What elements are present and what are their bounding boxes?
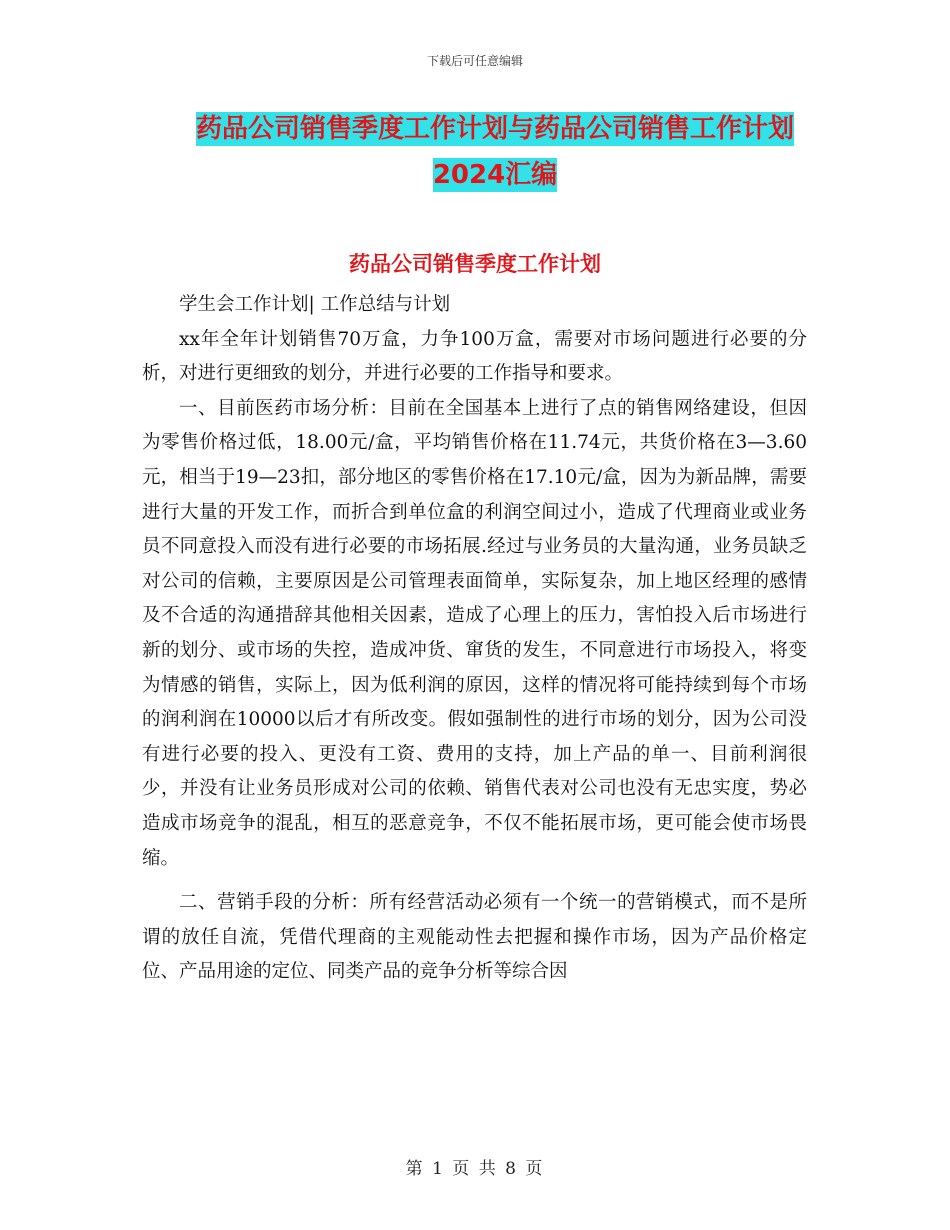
page-footer: 第 1 页 共 8 页 — [405, 1159, 545, 1179]
paragraph-market-analysis: 一、目前医药市场分析：目前在全国基本上进行了点的销售网络建设，但因为零售价格过低，18.00元/盒，平均销售价格在11.74元，共货价格在3—3.60元，相当于19—23扣，部分地区的零售价格在17.10元/盒，因为为新品牌，需要进行大量的开发工作，而折合到单位盒的利润空间过小，造成了代理商业或业务员不同意投入而没有进行必要的市场拓展.经过与业务员的大量沟通，业务员缺乏对公司的信赖，主要原因是公司管理表面简单，实际复杂，加上地区经理的感情及不合适的沟通措辞其他相关因素，造成了心理上的压力，害怕投入后市场进行新的划分、或市场的失控，造成冲货、窜货的发生，不同意进行市场投入，将变为情感的销售，实际上，因为低利润的原因，这样的情况将可能持续到每个市场的润利润在10000以后才有所改变。假如强制性的进行市场的划分，因为公司没有进行必要的投入、更没有工资、费用的支持，加上产品的单一、目前利润很少，并没有让业务员形成对公司的依赖、销售代表对公司也没有无忠实度，势必造成市场竞争的混乱，相互的恶意竞争，不仅不能拓展市场，更可能会使市场畏缩。 — [142, 397, 807, 869]
document-title — [140, 106, 850, 198]
paragraph-marketing-analysis: 二、营销手段的分析：所有经营活动必须有一个统一的营销模式，而不是所谓的放任自流，凭借代理商的主观能动性去把握和操作市场，因为产品价格定位、产品用途的定位、同类产品的竞争分析等综合因 — [142, 892, 807, 983]
body-text — [142, 288, 807, 990]
header-note: 下载后可任意编辑 — [426, 54, 523, 68]
document-title-line1: 药品公司销售季度工作计划与药品公司销售工作计划 — [195, 114, 794, 144]
section-title: 药品公司销售季度工作计划 — [349, 252, 601, 276]
paragraph-intro: xx年全年计划销售70万盒，力争100万盒，需要对市场问题进行必要的分析，对进行更细致的划分，并进行必要的工作指导和要求。 — [142, 328, 807, 385]
paragraph-category: 学生会工作计划| 工作总结与计划 — [179, 294, 451, 315]
document-title-line2: 2024汇编 — [432, 160, 558, 190]
